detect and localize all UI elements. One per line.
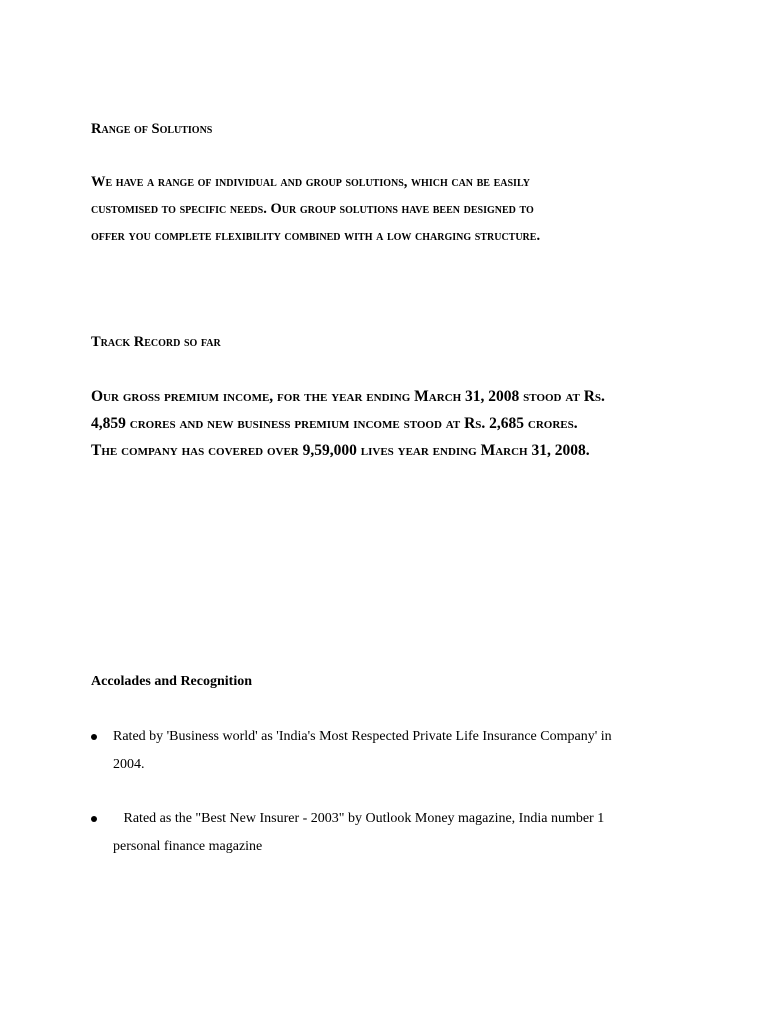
accolades-heading: Accolades and Recognition — [91, 674, 252, 689]
paragraph-line: offer you complete flexibility combined with a low charging structure. — [91, 228, 541, 244]
paragraph-line: customised to specific needs. Our group solutions have been designed to — [91, 201, 534, 217]
paragraph-line: The company has covered over 9,59,000 lives year ending March 31, 2008. — [91, 442, 590, 459]
paragraph-line: 4,859 crores and new business premium income stood at Rs. 2,685 crores. — [91, 415, 578, 432]
track-record-paragraph — [91, 383, 605, 464]
bullet-icon — [91, 816, 97, 822]
accolade-text — [113, 807, 604, 863]
accolade-line: Rated as the "Best New Insurer - 2003" by Outlook Money magazine, India number 1 — [113, 811, 605, 826]
accolade-text — [113, 725, 612, 781]
paragraph-line: Our gross premium income, for the year ending March 31, 2008 stood at Rs. — [91, 388, 605, 405]
accolade-line: Rated by 'Business world' as 'India's Most Respected Private Life Insurance Company' in — [113, 729, 612, 744]
track-record-heading: Track Record so far — [91, 334, 221, 350]
range-of-solutions-paragraph — [91, 169, 540, 250]
range-of-solutions-heading: Range of Solutions — [91, 121, 213, 137]
accolade-line: personal finance magazine — [113, 839, 263, 854]
paragraph-line: We have a range of individual and group solutions, which can be easily — [91, 174, 530, 190]
accolade-line: 2004. — [113, 757, 145, 772]
bullet-icon — [91, 734, 97, 740]
